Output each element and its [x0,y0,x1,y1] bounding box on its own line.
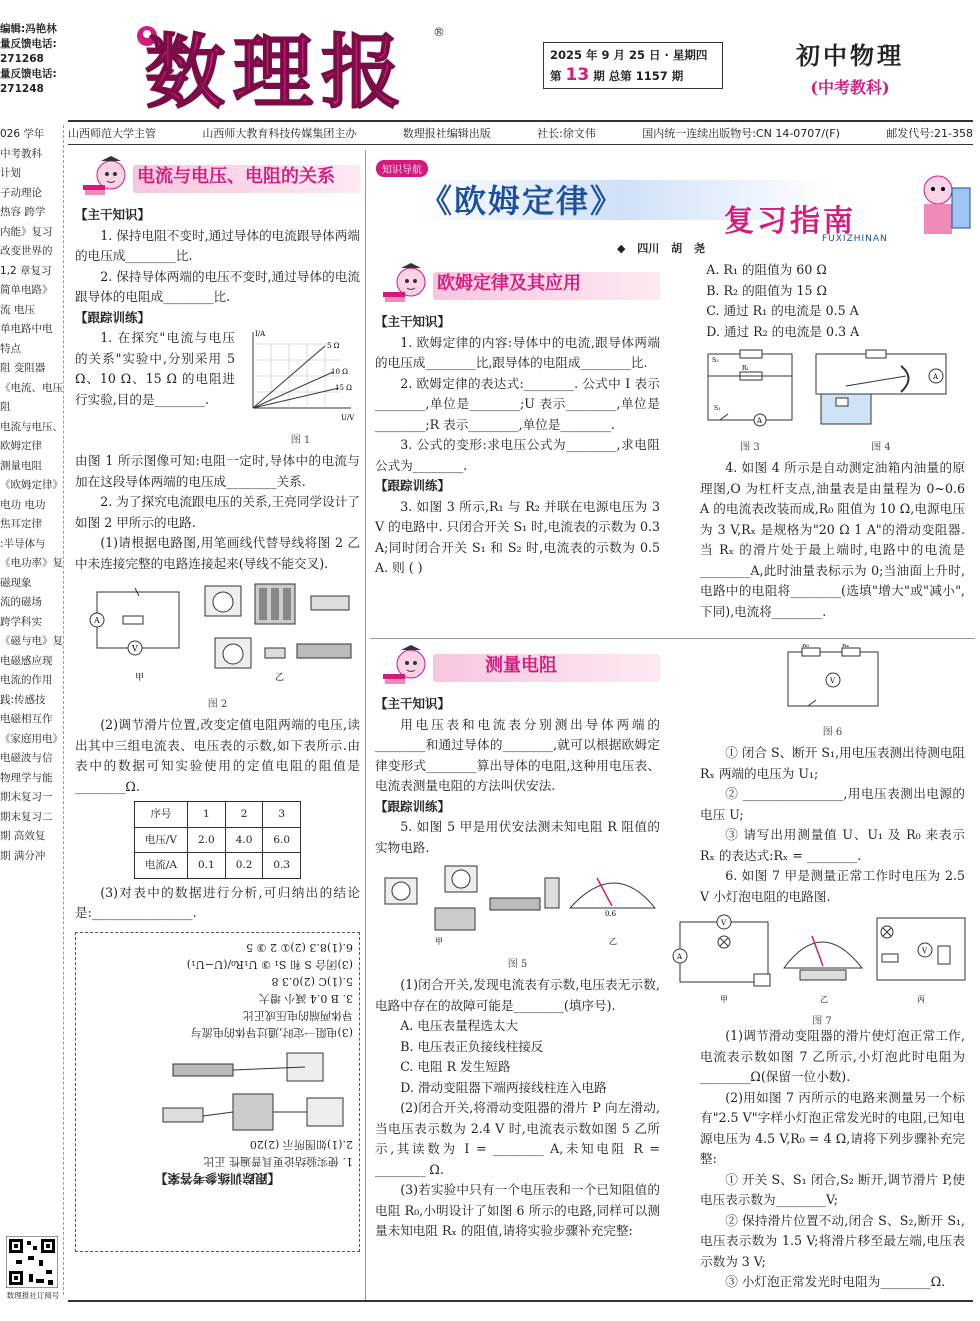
practice-label: 【跟踪训练】 [375,798,451,814]
question-2-part-2: (2)调节滑片位置,改变定值电阻两端的电压,读出其中三组电流表、电压表的示数,如下表所示.由表中的数据可知实验使用的定值电阻的阻值是________Ω. [75,717,360,794]
option-a: A. R₁ 的阻值为 60 Ω [706,262,827,277]
question-6-part-1: (1)调节滑动变阻器的滑片使灯泡正常工作,电流表示数如图 7 乙所示,小灯泡此时电阻为________Ω(保留一位小数). [700,1028,965,1084]
figure-caption: 图 1 [290,434,311,446]
table-header-cell: 1 [188,802,226,828]
answer-line: 6.(1)8.3 (2)① 2 ③ 5 [246,940,353,954]
answer-line: (3)闭合 S 和 S₁ ③ U₁R₀/(U−U₁) [186,957,353,971]
curve-label: 5 Ω [327,342,340,350]
question-5-part-2: (2)闭合开关,将滑动变阻器的滑片 P 向左滑动,当电压表示数为 2.4 V 时,电流表示数如图 5 乙所示,其读数为 I = ________ A,未知电阻 R = ________ Ω. [375,1100,660,1177]
answer-key-title: 【跟踪训练参考答案】 [155,1170,281,1186]
toc-item: 电磁相互作 [0,713,53,725]
toc-item: 欧姆定律 [0,440,42,452]
section-divider [370,638,975,639]
subject-title: 初中物理 [796,41,904,70]
svg-text:0.6: 0.6 [605,910,617,918]
figure-sub-label: 乙 [820,995,828,1004]
section-measure-resistance [375,644,660,1242]
info-item: 数理报社编辑出版 [402,127,491,140]
figure-5 [375,858,660,975]
step-3: ③ 请写出用测量值 U、U₁ 及 R₀ 来表示 Rₓ 的表达式:Rₓ = ________. [700,827,965,863]
table-cell: 0.1 [188,853,226,879]
section-header [375,644,660,688]
option-d: D. 通过 R₂ 的电流是 0.3 A [706,323,860,339]
toc-item: 电磁波与信 [0,752,53,764]
toc-item: 改变世界的 [0,245,53,257]
knowledge-item: 3. 公式的变形:求电压公式为________,求电阻公式为________. [375,437,660,473]
toc-item: 《电流、电压 [0,381,63,394]
knowledge-item: 2. 保持导体两端的电压不变时,通过导体的电流跟导体的电阻成________比. [75,268,360,304]
table-cell: 电流/A [134,853,187,879]
section-ohms-law [375,262,660,579]
axis-label-x: U/V [341,414,355,422]
svg-text:V: V [721,919,727,927]
teacher-mascot-icon [902,168,974,248]
table-cell: 电压/V [134,827,187,853]
feedback-line: 量反馈电话: [0,38,57,50]
svg-text:V: V [922,947,928,955]
answer-key-box [75,932,360,1252]
svg-text:R₁: R₁ [742,365,749,372]
figure-caption: 图 7 [812,1016,832,1027]
figure-6 [700,644,965,743]
question-6-part-2: (2)用如图 7 丙所示的电路来测量另一个标有"2.5 V"字样小灯泡正常发光时的电阻,已知电源电压为 4.5 V,R₀ = 4 Ω,请将下列步骤补充完整: [700,1089,965,1166]
date-line: 2025 年 9 月 25 日 · 星期四 [550,48,708,62]
student-mascot-icon [81,155,129,199]
section-header [75,155,360,199]
toc-item: 电流与电压、 [0,420,63,433]
column-divider [365,150,366,1300]
toc-item: 《家庭用电》 [0,732,63,745]
toc-item: 《电功率》复 [0,557,63,569]
toc-item: 简单电路》 [0,284,53,296]
practice-label: 【跟踪训练】 [75,309,151,325]
section-title: 欧姆定律及其应用 [437,273,581,294]
info-item: 邮发代号:21-358 [886,127,973,140]
step-1: ① 开关 S、S₁ 闭合,S₂ 断开,调节滑片 P,使电压表示数为________V; [700,1171,965,1207]
answer-key-upside-down [82,939,353,1187]
answer-line: 3. B 0.4 减小 增大 [258,991,353,1005]
knowledge-item: 2. 欧姆定律的表达式:________. 公式中 I 表示________,单位是________;U 表示________,单位是________;R 表示________,单位是________. [375,375,660,432]
qr-caption: 数理报社订阅号 [6,1291,60,1300]
toc-item: 计划 [0,167,21,179]
toc-item: 026 学年 [0,128,45,140]
table-cell: 0.3 [263,853,301,879]
banner-subtitle: 复习指南 [724,204,856,239]
data-table [134,801,301,879]
toc-item: 内能》复习 [0,225,53,238]
question-5: 5. 如图 5 甲是用伏安法测未知电阻 R 阻值的实物电路. [375,819,660,855]
toc-item: 热容 跨学 [0,206,46,218]
table-header-cell: 序号 [134,802,187,828]
table-cell: 6.0 [263,827,301,853]
answer-line: 导体两端的电压成正比 [243,1008,353,1022]
issue-prefix: 第 [550,69,562,83]
toc-item: 中考教科 [0,147,42,160]
option-d: D. 滑动变阻器下端两接线柱连入电路 [400,1079,607,1095]
banner-title: 《欧姆定律》 [420,182,625,220]
editor-line: 编辑:冯艳林 [0,23,57,35]
answer-circuit-figure [133,1046,353,1136]
section-current-voltage-resistance [75,155,360,1252]
masthead-logo [125,20,445,110]
section-title: 测量电阻 [485,655,557,676]
question-5-part-3: (3)若实验中只有一个电压表和一个已知阻值的电阻 R₀,小明设计了如图 6 所示的电路,同样可以测量未知电阻 Rₓ 的阻值,请将实验步骤补充完整: [375,1182,660,1238]
toc-item: 践:传感技 [0,693,46,706]
table-cell: 4.0 [225,827,263,853]
table-header-cell: 3 [263,802,301,828]
step-1: ① 闭合 S、断开 S₁,用电压表测出待测电阻 Rₓ 两端的电压为 U₁; [700,745,966,781]
info-item: 国内统一连续出版物号:CN 14-0707/(F) [642,127,840,140]
banner-tag: 知识导航 [376,160,428,177]
question-3: 3. 如图 3 所示,R₁ 与 R₂ 并联在电源电压为 3 V 的电路中. 只闭合开关 S₁ 时,电流表的示数为 0.3 A;同时闭合开关 S₁ 和 S₂ 时,电流表的示数为 0.5 A. 则 ( ) [375,498,660,575]
feedback-line: 量反馈电话: [0,68,57,80]
author-line: ◆ 四川 胡 尧 [617,242,705,255]
question-1: 1. 在探究"电流与电压的关系"实验中,分别采用 5 Ω、10 Ω、15 Ω 的电阻进行实验,目的是________. [75,330,235,407]
table-cell: 2.0 [188,827,226,853]
curve-label: 10 Ω [331,368,348,376]
toc-item: 电流的作用 [0,674,53,686]
figure-2 [75,578,360,715]
toc-item: 期末复习二 [0,810,53,823]
toc-item: :半导体与 [0,537,46,550]
figure-sub-label: 甲 [135,673,145,683]
toc-item: 磁现象 [0,576,32,589]
figure-1 [241,328,360,451]
section-title: 电流与电压、电阻的关系 [137,166,335,187]
svg-text:S₁: S₁ [714,405,721,412]
section-header [375,262,660,306]
toc-item: 子动理论 [0,186,42,199]
toc-item: 电磁感应现 [0,654,53,667]
option-b: B. 电压表正负接线柱接反 [400,1038,544,1054]
table-cell: 0.2 [225,853,263,879]
toc-item: 阻 变阻器 [0,362,46,374]
question-3-options-and-4 [700,260,965,622]
table-header-cell: 2 [225,802,263,828]
svg-text:Rₓ: Rₓ [841,644,849,649]
qr-code [6,1236,58,1288]
figure-3 [700,346,800,458]
figure-caption: 图 6 [822,726,843,738]
toc-item: 流 电压 [0,303,35,316]
figure-4 [806,346,956,458]
svg-text:A: A [677,953,683,961]
axis-label-y: I/A [255,330,266,338]
key-knowledge-label: 【主干知识】 [375,314,451,329]
publisher-info-bar [68,120,973,145]
figure-sub-label: 甲 [435,937,443,946]
issue-line [550,65,716,86]
toc-item: 《欧姆定律》 [0,479,63,491]
option-a: A. 电压表量程选太大 [400,1018,519,1033]
svg-text:A: A [933,373,939,381]
option-b: B. R₂ 的阻值为 15 Ω [706,282,827,298]
figure-caption: 图 4 [871,441,891,453]
question-4: 4. 如图 4 所示是自动测定油箱内油量的原理图,O 为杠杆支点,油量表是由量程为 0~0.6 A 的电流表改装而成,R₀ 阻值为 10 Ω,电源电压为 3 V,Rₓ 是规格为"20 Ω 1 A"的滑动变阻器. 当 Rₓ 的滑片处于最上端时,电路中的电流是________A,此时油量表标示为 0;当油面上升时,电路中的电阻将________(选填"增大"或"减小",下同),电流将________. [700,460,965,619]
option-c: C. 电阻 R 发生短路 [400,1059,511,1074]
svg-text:S₂: S₂ [712,357,719,364]
issue-date-box [543,42,723,89]
table-row [134,827,300,853]
question-1-part-b: 由图 1 所示图像可知:电阻一定时,导体中的电流与加在这段导体两端的电压成________关系. [75,453,360,489]
toc-item: 焦耳定律 [0,518,42,530]
figure-sub-label: 丙 [917,995,925,1004]
answer-line: 2.(1)如图所示 (2)20 [249,1137,353,1151]
issue-total: 期 总第 1157 期 [593,69,684,83]
toc-item: 1,2 章复习 [0,264,52,277]
answer-line: 1. 使实验结论更具普遍性 正比 [203,1154,353,1168]
question-2-part-1: (1)请根据电路图,用笔画线代替导线将图 2 乙中未连接完整的电路连接起来(导线不能交叉). [75,535,360,571]
toc-item: 物理学与能 [0,771,53,784]
question-2-part-3: (3)对表中的数据进行分析,可归纳出的结论是:________________. [75,884,360,920]
question-6: 6. 如图 7 甲是测量正常工作时电压为 2.5 V 小灯泡电阻的电路图. [700,868,965,904]
practice-label: 【跟踪训练】 [375,478,451,493]
key-knowledge-label: 【主干知识】 [375,696,451,711]
toc-item: 期 满分冲 [0,849,46,862]
answer-line: 5.(1)C (2)0.3 8 [271,974,353,988]
question-2: 2. 为了探究电流跟电压的关系,王亮同学设计了如图 2 甲所示的电路. [75,494,360,530]
figure-sub-label: 甲 [720,995,728,1004]
figure-caption: 图 2 [207,698,228,710]
student-mascot-icon [381,262,429,306]
step-2: ② ________________,用电压表测出电源的电压 U; [700,786,965,822]
toc-item: 特点 [0,342,21,355]
step-2: ② 保持滑片位置不动,闭合 S、S₂,断开 S₁,电压表示数为 1.5 V;将滑片移至最左端,电压表示数为 3 V; [700,1212,965,1269]
figure-caption: 图 5 [507,958,528,970]
table-of-contents [0,125,64,1295]
edition-label: (中考教科) [810,78,890,97]
toc-item: 期 高效复 [0,830,46,842]
figure-sub-label: 乙 [609,937,617,946]
registered-mark: ® [433,25,445,39]
question-5-part-1: (1)闭合开关,发现电流表有示数,电压表无示数,电路中存在的故障可能是________(填序号). [375,977,660,1013]
svg-text:R₀: R₀ [801,644,809,649]
figure-7 [672,908,972,1027]
answer-line: (3)电阻一定时,通过导体的电流与 [190,1025,353,1039]
subject-box [760,36,940,98]
section-measure-resistance-cont [700,644,965,907]
svg-text:V: V [132,644,138,653]
knowledge-item: 1. 欧姆定律的内容:导体中的电流,跟导体两端的电压成________比,跟导体的电阻成________比. [375,334,660,370]
review-guide-banner [372,158,977,255]
toc-item: 《磁与电》复 [0,635,63,647]
issue-number: 13 [565,65,590,85]
curve-label: 15 Ω [335,384,352,392]
option-c: C. 通过 R₁ 的电流是 0.5 A [706,303,859,318]
toc-item: 阻 [0,401,11,413]
svg-text:A: A [94,616,100,625]
question-6-parts [700,1026,965,1293]
editor-info [0,22,62,97]
banner-pinyin: FUXIZHINAN [822,234,888,244]
student-mascot-icon [381,644,429,688]
info-item: 山西师范大学主管 [68,127,156,140]
toc-item: 跨学科实 [0,615,42,628]
info-item: 山西师大教育科技传媒集团主办 [202,127,357,140]
knowledge-item: 用电压表和电流表分别测出导体两端的________和通过导体的________,就可以根据欧姆定律变形式________算出导体的电阻,这种用电压表、电流表测量电阻的方法叫伏安法. [375,716,660,793]
masthead-text: 数理报 [145,25,409,110]
figure-caption: 图 3 [740,441,760,453]
toc-item: 单电路中电 [0,323,53,335]
key-knowledge-label: 【主干知识】 [75,207,151,222]
svg-text:A: A [757,417,763,425]
toc-item: 期末复习一 [0,791,53,803]
feedback-phone: 271248 [0,83,44,95]
knowledge-item: 1. 保持电阻不变时,通过导体的电流跟导体两端的电压成________比. [75,227,360,263]
toc-item: 流的磁场 [0,596,42,608]
info-item: 社长:徐文伟 [537,127,596,140]
toc-item: 测量电阻 [0,459,42,472]
bottom-rule [68,1300,973,1302]
toc-item: 电功 电功 [0,498,46,511]
figure-sub-label: 乙 [275,673,285,683]
feedback-phone: 271268 [0,53,44,65]
step-3: ③ 小灯泡正常发光时电阻为________Ω. [725,1274,946,1289]
table-row [134,853,300,879]
svg-text:V: V [829,677,835,685]
